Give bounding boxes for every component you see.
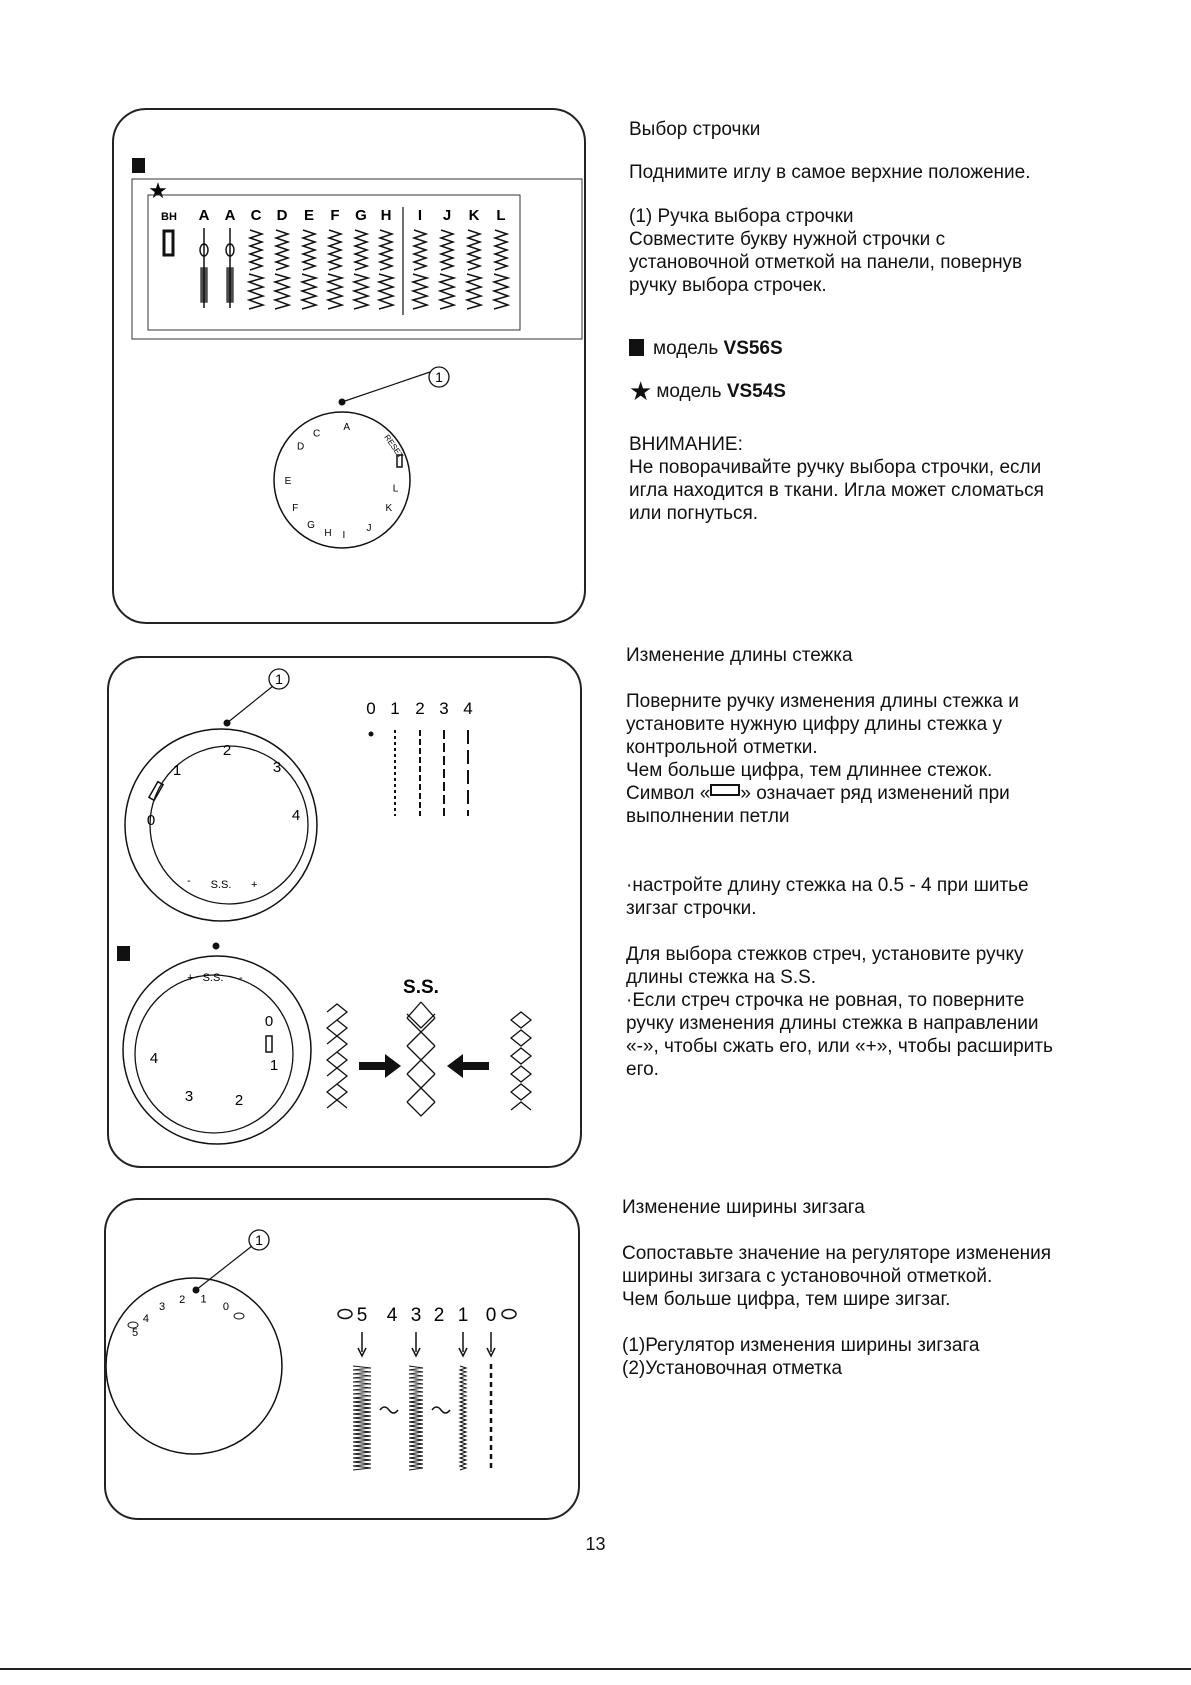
arrow-left-icon: [447, 1054, 489, 1078]
callout-number: 1: [275, 671, 283, 687]
section3-item-1: (1)Регулятор изменения ширины зигзага: [622, 1335, 980, 1356]
pattern-letter: A: [224, 207, 236, 224]
length-scale-dot: [369, 732, 374, 737]
callout-number: 1: [255, 1232, 263, 1248]
model-square-marker: [117, 946, 130, 961]
ss-stitch-label: S.S.: [403, 977, 439, 998]
dial-letter: L: [392, 483, 399, 495]
knob-text-1: Совместите букву нужной строчки с: [629, 229, 946, 250]
stitch-length-illustration: [109, 658, 580, 1166]
callout-leader: [342, 372, 430, 402]
pattern-letter: E: [303, 207, 315, 224]
section1-text: [629, 118, 1149, 525]
dial-plus: +: [251, 879, 258, 891]
section3-text1-2: ширины зигзага с установочной отметкой.: [622, 1266, 993, 1287]
knob-text-3: ручку выбора строчек.: [629, 275, 827, 296]
model-star-line: [629, 376, 1149, 406]
zigzag-dial-labels: [128, 1294, 244, 1339]
model-star-marker: ★: [148, 178, 168, 203]
stretched-stitch-sample: [327, 1004, 347, 1108]
page-number: 13: [585, 1534, 606, 1554]
bottom-rule: [0, 1668, 1191, 1670]
length-scale-label: 0: [366, 699, 376, 718]
stitch-length-panel: [107, 656, 582, 1168]
zigzag-width-illustration: [106, 1200, 578, 1518]
reinforced-stitch-pattern: [201, 268, 207, 302]
star-icon: ★: [629, 376, 653, 406]
warning-text-2: игла находится в ткани. Игла может сломаться: [629, 480, 1044, 501]
dial-letters: [285, 422, 399, 541]
stretch-pattern: [494, 274, 508, 309]
pattern-letter: C: [250, 207, 262, 224]
section2-text1b: выполнении петли: [626, 806, 790, 827]
stretch-pattern: [302, 274, 316, 309]
dial-letter: E: [284, 476, 292, 487]
section2-text3-5: «-», чтобы сжать его, или «+», чтобы расширить: [626, 1036, 1053, 1057]
model-square-prefix: модель: [653, 338, 719, 359]
buttonhole-pattern-icon: [164, 231, 173, 255]
width-scale-label: 4: [386, 1305, 398, 1326]
width-scale: [338, 1305, 516, 1472]
width-scale-label: 3: [410, 1305, 422, 1326]
section2-text2-2: зигзаг строчки.: [626, 898, 757, 919]
width-scale-label: 5: [356, 1305, 368, 1326]
section2-text2-1: ·настройте длину стежка на 0.5 - 4 при шитье: [626, 875, 1029, 896]
dial-letter: D: [296, 441, 305, 453]
section2-text1-1: Поверните ручку изменения длины стежка и: [626, 691, 1019, 712]
pattern-selection-illustration: [114, 110, 584, 622]
stretch-pattern: [413, 274, 427, 309]
dial-letter: K: [385, 503, 393, 514]
section3-item-2: (2)Установочная отметка: [622, 1358, 843, 1379]
pattern-letter: I: [417, 207, 423, 224]
zigzag-pattern: [380, 230, 392, 270]
zigzag-dial-label: 4: [142, 1312, 149, 1325]
symbol-line: [626, 782, 1166, 805]
section1-instruction: Поднимите иглу в самое верхние положение.: [629, 162, 1031, 183]
section2-text3-1: Для выбора стежков стреч, установите ручку: [626, 944, 1024, 965]
section2-text1-2: установите нужную цифру длины стежка у: [626, 714, 1002, 735]
zigzag-pattern: [441, 230, 453, 270]
dial-minus: -: [187, 875, 191, 887]
reinforced-stitch-pattern: [227, 268, 233, 302]
section3-title: Изменение ширины зигзага: [622, 1197, 865, 1218]
compressed-stitch-sample: [511, 1012, 531, 1110]
section1-title: Выбор строчки: [629, 119, 761, 140]
buttonhole-symbol-icon: [710, 784, 740, 796]
length-scale-label: 2: [415, 699, 425, 718]
pattern-letter: H: [380, 207, 392, 224]
stretch-pattern: [275, 274, 289, 309]
section2-text3-3: ·Если стреч строчка не ровная, то поверните: [626, 990, 1025, 1011]
section3-text1-1: Сопоставьте значение на регуляторе изменения: [622, 1243, 1052, 1264]
dial-label-2: 2: [222, 742, 232, 759]
stitch-length-dial-ss-inner: [135, 975, 293, 1133]
stretch-pattern: [328, 274, 342, 309]
zigzag-width-sample: [460, 1366, 466, 1470]
stretch-pattern: [379, 274, 393, 309]
width-scale-label: 2: [433, 1305, 445, 1326]
zigzag-dial-label: 1: [200, 1293, 207, 1306]
dial-letter: H: [324, 528, 332, 540]
callout-leader: [227, 686, 273, 723]
dial-ss-label-0: 0: [264, 1013, 274, 1030]
zigzag-pattern: [329, 230, 341, 270]
pattern-letter: BH: [161, 211, 177, 223]
pattern-letter: L: [496, 207, 506, 224]
tilde-connector: [432, 1407, 450, 1413]
zigzag-width-panel: [104, 1198, 580, 1520]
zigzag-pattern: [355, 230, 367, 270]
dial-reset-label: RESET: [382, 432, 406, 460]
zigzag-width-sample: [409, 1366, 423, 1470]
section2-text3-4: ручку изменения длины стежка в направлении: [626, 1013, 1039, 1034]
dial-buttonhole-icon: [266, 1036, 272, 1052]
dial-letter: G: [307, 520, 315, 532]
zigzag-pattern: [414, 230, 426, 270]
model-star-prefix: модель: [656, 381, 722, 402]
knob-label: (1) Ручка выбора строчки: [629, 206, 854, 227]
arrow-right-icon: [359, 1054, 401, 1078]
length-scale: [366, 699, 472, 816]
dial-center-needle-icon: [234, 1313, 244, 1319]
pattern-letter: A: [198, 207, 210, 224]
callout-number: 1: [435, 369, 443, 385]
section2-text: [626, 644, 1166, 1081]
model-square-marker: [132, 158, 145, 173]
pattern-chart-outer: [132, 179, 582, 339]
dial-ss-label-2: S.S.: [202, 972, 224, 984]
dial-label-0: 0: [146, 812, 156, 829]
warning-title: ВНИМАНИЕ:: [629, 434, 743, 455]
zigzag-pattern: [468, 230, 480, 270]
section2-text3-6: его.: [626, 1059, 659, 1080]
stretch-pattern: [440, 274, 454, 309]
zigzag-width-dial[interactable]: [106, 1278, 282, 1454]
correct-stitch-sample: [407, 1002, 435, 1116]
section2-text1-3: контрольной отметки.: [626, 737, 818, 758]
zigzag-pattern: [303, 230, 315, 270]
zigzag-pattern: [495, 230, 507, 270]
stretch-pattern: [249, 274, 263, 309]
dial-letter: A: [343, 422, 351, 434]
zigzag-width-sample: [353, 1366, 371, 1470]
pattern-letter: F: [330, 207, 340, 224]
dial-letter: C: [312, 428, 321, 440]
section3-text1-3: Чем больше цифра, тем шире зигзаг.: [622, 1289, 951, 1310]
tilde-connector: [380, 1407, 398, 1413]
symbol-suffix: » означает ряд изменений при: [740, 783, 1010, 804]
dial-minus: -: [239, 972, 243, 984]
warning-text-3: или погнуться.: [629, 503, 759, 524]
warning-text-1: Не поворачивайте ручку выбора строчки, если: [629, 457, 1042, 478]
section2-title: Изменение длины стежка: [626, 645, 853, 666]
zigzag-dial-label: 0: [222, 1301, 229, 1313]
left-needle-position-icon: [338, 1310, 352, 1319]
zigzag-dial-label: 2: [179, 1294, 186, 1306]
length-scale-label: 1: [390, 699, 400, 718]
dial-label-1: 1: [172, 762, 182, 779]
pattern-letters: [161, 207, 506, 224]
dial-ss-label-4: 4: [149, 1050, 159, 1067]
zigzag-dial-label: 5: [132, 1327, 139, 1339]
dial-plus: +: [187, 972, 194, 984]
width-scale-label: 0: [485, 1305, 497, 1326]
square-icon: [629, 339, 644, 356]
stretch-pattern: [354, 274, 368, 309]
model-star-name: VS54S: [726, 381, 786, 402]
dial-label-3: 3: [272, 759, 282, 776]
width-scale-label: 1: [457, 1305, 469, 1326]
dial-ss-label: S.S.: [210, 879, 232, 891]
pattern-letter: D: [276, 207, 288, 224]
symbol-prefix: Символ «: [626, 783, 711, 804]
length-scale-label: 3: [439, 699, 449, 718]
stretch-pattern: [467, 274, 481, 309]
pattern-letter: K: [468, 207, 480, 224]
pattern-letter: G: [355, 207, 367, 224]
center-needle-position-icon: [502, 1310, 516, 1319]
zigzag-pattern: [250, 230, 262, 270]
length-scale-label: 4: [463, 699, 473, 718]
section2-text1-4: Чем больше цифра, тем длиннее стежок.: [626, 760, 993, 781]
dial-letter: I: [342, 530, 346, 541]
zigzag-dial-label: 3: [159, 1301, 166, 1313]
dial-ss-label-3: 3: [184, 1088, 194, 1105]
pattern-selection-panel: [112, 108, 586, 624]
dial-ss-label-2-num: 2: [234, 1092, 244, 1109]
model-square-line: [629, 337, 1149, 360]
dial-label-4: 4: [291, 807, 301, 824]
zigzag-pattern: [276, 230, 288, 270]
section3-text: [622, 1196, 1167, 1380]
knob-text-2: установочной отметкой на панели, повернув: [629, 252, 1023, 273]
section2-text3-2: длины стежка на S.S.: [626, 967, 817, 988]
pattern-letter: J: [442, 207, 452, 224]
model-square-name: VS56S: [723, 338, 783, 359]
dial-letter: F: [292, 503, 299, 514]
setting-mark-dot: [213, 943, 220, 950]
dial-letter: J: [366, 522, 372, 534]
dial-ss-label-1: 1: [269, 1057, 279, 1074]
